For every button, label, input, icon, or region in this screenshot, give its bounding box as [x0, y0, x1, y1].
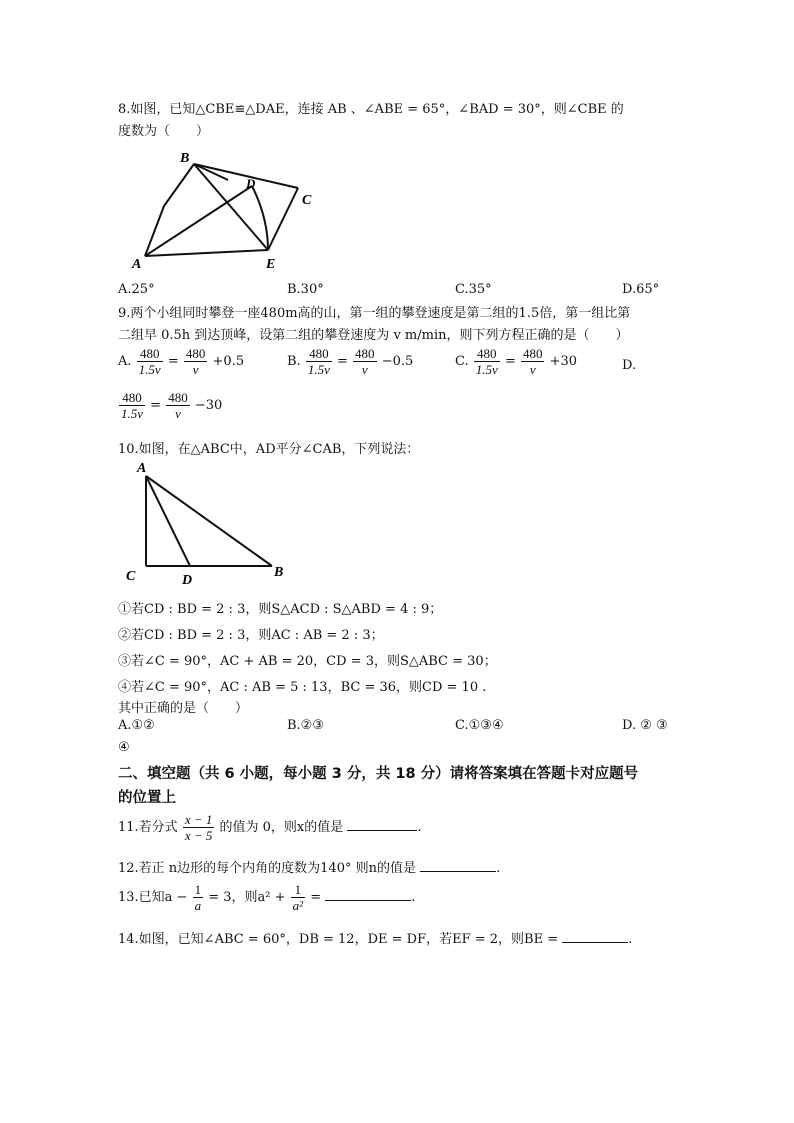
q9-option-b-den-right: v	[353, 361, 377, 377]
q13-fraction-1	[193, 882, 204, 913]
q9-option-d-frac-left	[119, 390, 145, 421]
q10-ask: 其中正确的是（ ）	[118, 701, 249, 716]
q11-suffix: 的值为 0，则x的值是	[219, 820, 344, 835]
q9-option-d-frac-right	[166, 390, 190, 421]
q10-stem: 10.如图，在△ABC中，AD平分∠CAB，下列说法：	[118, 442, 420, 457]
q12-line: 12.若正 n边形的每个内角的度数为140° 则n的值是 .	[118, 861, 501, 876]
q13-frac2-num: 1	[294, 882, 302, 897]
q14-answer-blank[interactable]	[562, 942, 628, 943]
q11-line: 11.若分式 $\frac{x - 1}{x - 5}$ 的值为 0，则x的值是 .	[118, 812, 422, 843]
q8-label-e: E	[266, 257, 276, 270]
q9-option-a-frac-right	[184, 346, 208, 377]
q9-option-a-tail: +0.5	[212, 354, 245, 369]
q9-option-a-den-left: 1.5v	[138, 362, 161, 377]
q9-option-d-num-right: 480	[168, 390, 188, 405]
q9-option-a-prefix: A.	[118, 354, 132, 369]
q9-option-c-den-right: v	[521, 361, 545, 377]
q13-line: 13.已知a − $\frac{1}{a}$ = 3，则a² + $\frac{1}{\text{a²}}$ = .	[118, 882, 416, 913]
q8-label-c: C	[302, 193, 312, 208]
q9-option-b-prefix: B.	[287, 354, 301, 369]
q9-option-d-num-left: 480	[122, 390, 142, 405]
q9-option-d-tail: −30	[194, 398, 223, 413]
q8-option-d[interactable]: D.65°	[622, 282, 660, 297]
q9-option-a-num-left: 480	[139, 346, 160, 361]
q9-option-a[interactable]: A. $\frac{480}{1.5v}$ = $\frac{480}{v}$ +0.5	[118, 346, 245, 377]
q10-statement-1: ①若CD : BD = 2 : 3，则S△ACD : S△ABD = 4 : 9；	[118, 602, 443, 617]
q9-stem-line2: 二组早 0.5h 到达顶峰，设第二组的攀登速度为 v m/min，则下列方程正确的是（ ）	[118, 328, 629, 343]
q8-label-b: B	[180, 151, 190, 166]
q12-text: 12.若正 n边形的每个内角的度数为140° 则n的值是	[118, 861, 416, 876]
q8-option-c[interactable]: C.35°	[455, 282, 492, 297]
q9-option-c-num-left: 480	[477, 346, 497, 361]
q10-option-d[interactable]: D. ② ③	[622, 718, 668, 733]
q8-figure	[128, 148, 328, 270]
q10-statement-4: ④若∠C = 90°，AC : AB = 5 : 13，BC = 36，则CD = 10 .	[118, 680, 487, 695]
q9-option-c-frac-left	[474, 346, 500, 377]
q9-option-d[interactable]: $\frac{480}{1.5v}$ = $\frac{480}{v}$ −30	[121, 390, 223, 421]
q9-option-d-prefix[interactable]: D.	[622, 358, 637, 373]
q10-option-a[interactable]: A.①②	[118, 718, 155, 733]
q9-option-a-frac-left	[137, 346, 163, 377]
q9-option-b-frac-right	[353, 346, 377, 377]
q10-label-c: C	[126, 569, 136, 584]
q9-option-c-frac-right	[521, 346, 545, 377]
q10-option-d-wrap[interactable]: ④	[118, 740, 130, 755]
q14-line: 14.如图，已知∠ABC = 60°，DB = 12，DE = DF，若EF = 2，则BE = .	[118, 932, 633, 947]
section-2-title-line2: 的位置上	[118, 790, 176, 806]
q10-label-a: A	[137, 461, 147, 476]
q11-den: x − 5	[184, 828, 213, 843]
q9-option-c-prefix: C.	[455, 354, 469, 369]
q9-option-c-num-right: 480	[522, 346, 543, 361]
q13-frac1-den: a	[194, 898, 202, 913]
q10-statement-2: ②若CD : BD = 2 : 3，则AC : AB = 2 : 3；	[118, 628, 384, 643]
q9-option-c-den-left: 1.5v	[475, 362, 498, 377]
q9-option-b-tail: −0.5	[381, 354, 414, 369]
q9-option-b[interactable]: B. $\frac{480}{1.5v}$ = $\frac{480}{v}$ −0.5	[287, 346, 414, 377]
q9-option-a-num-right: 480	[185, 346, 206, 361]
q10-label-b: B	[274, 565, 284, 580]
q9-option-d-den-left: 1.5v	[121, 406, 144, 421]
q9-option-c-tail: +30	[549, 354, 578, 369]
q11-num: x − 1	[184, 812, 213, 827]
q10-label-d: D	[182, 573, 193, 586]
q9-option-d-den-right: v	[166, 405, 190, 421]
q8-label-a: A	[132, 257, 142, 270]
q11-fraction	[183, 812, 215, 843]
q9-stem-line1: 9.两个小组同时攀登一座480m高的山，第一组的攀登速度是第二组的1.5倍，第一组比第	[118, 306, 631, 321]
q9-option-b-num-left: 480	[309, 346, 329, 361]
q8-stem-line2: 度数为（ ）	[118, 124, 210, 139]
q9-option-a-den-right: v	[184, 361, 208, 377]
section-2-title-line1: 二、填空题（共 6 小题，每小题 3 分，共 18 分）请将答案填在答题卡对应题号	[118, 766, 639, 782]
q8-option-b[interactable]: B.30°	[287, 282, 324, 297]
q9-option-c[interactable]: C. $\frac{480}{1.5v}$ = $\frac{480}{v}$ +30	[455, 346, 578, 377]
q11-prefix: 11.若分式	[118, 820, 178, 835]
q14-text: 14.如图，已知∠ABC = 60°，DB = 12，DE = DF，若EF = 2，则BE =	[118, 932, 559, 947]
q12-answer-blank[interactable]	[420, 871, 496, 872]
q13-prefix: 13.已知a −	[118, 890, 188, 905]
q13-middle: = 3，则a² +	[208, 890, 286, 905]
q10-option-b[interactable]: B.②③	[287, 718, 324, 733]
q8-label-d: D	[246, 176, 256, 191]
q8-option-a[interactable]: A.25°	[118, 282, 155, 297]
q10-statement-3: ③若∠C = 90°，AC + AB = 20，CD = 3，则S△ABC = 30；	[118, 654, 497, 669]
q13-frac2-den: a²	[292, 898, 304, 913]
q10-figure	[124, 456, 294, 586]
q13-frac1-num: 1	[194, 882, 202, 897]
q9-option-b-frac-left	[306, 346, 332, 377]
q9-option-b-num-right: 480	[355, 346, 375, 361]
q11-answer-blank[interactable]	[347, 830, 417, 831]
q10-option-c[interactable]: C.①③④	[455, 718, 504, 733]
q8-stem-line1: 8.如图，已知△CBE≌△DAE，连接 AB 、∠ABE = 65°，∠BAD = 30°，则∠CBE 的	[118, 102, 624, 117]
q13-suffix: =	[310, 890, 322, 905]
q9-option-b-den-left: 1.5v	[307, 362, 330, 377]
q13-answer-blank[interactable]	[325, 900, 411, 901]
q13-fraction-2	[291, 882, 305, 913]
